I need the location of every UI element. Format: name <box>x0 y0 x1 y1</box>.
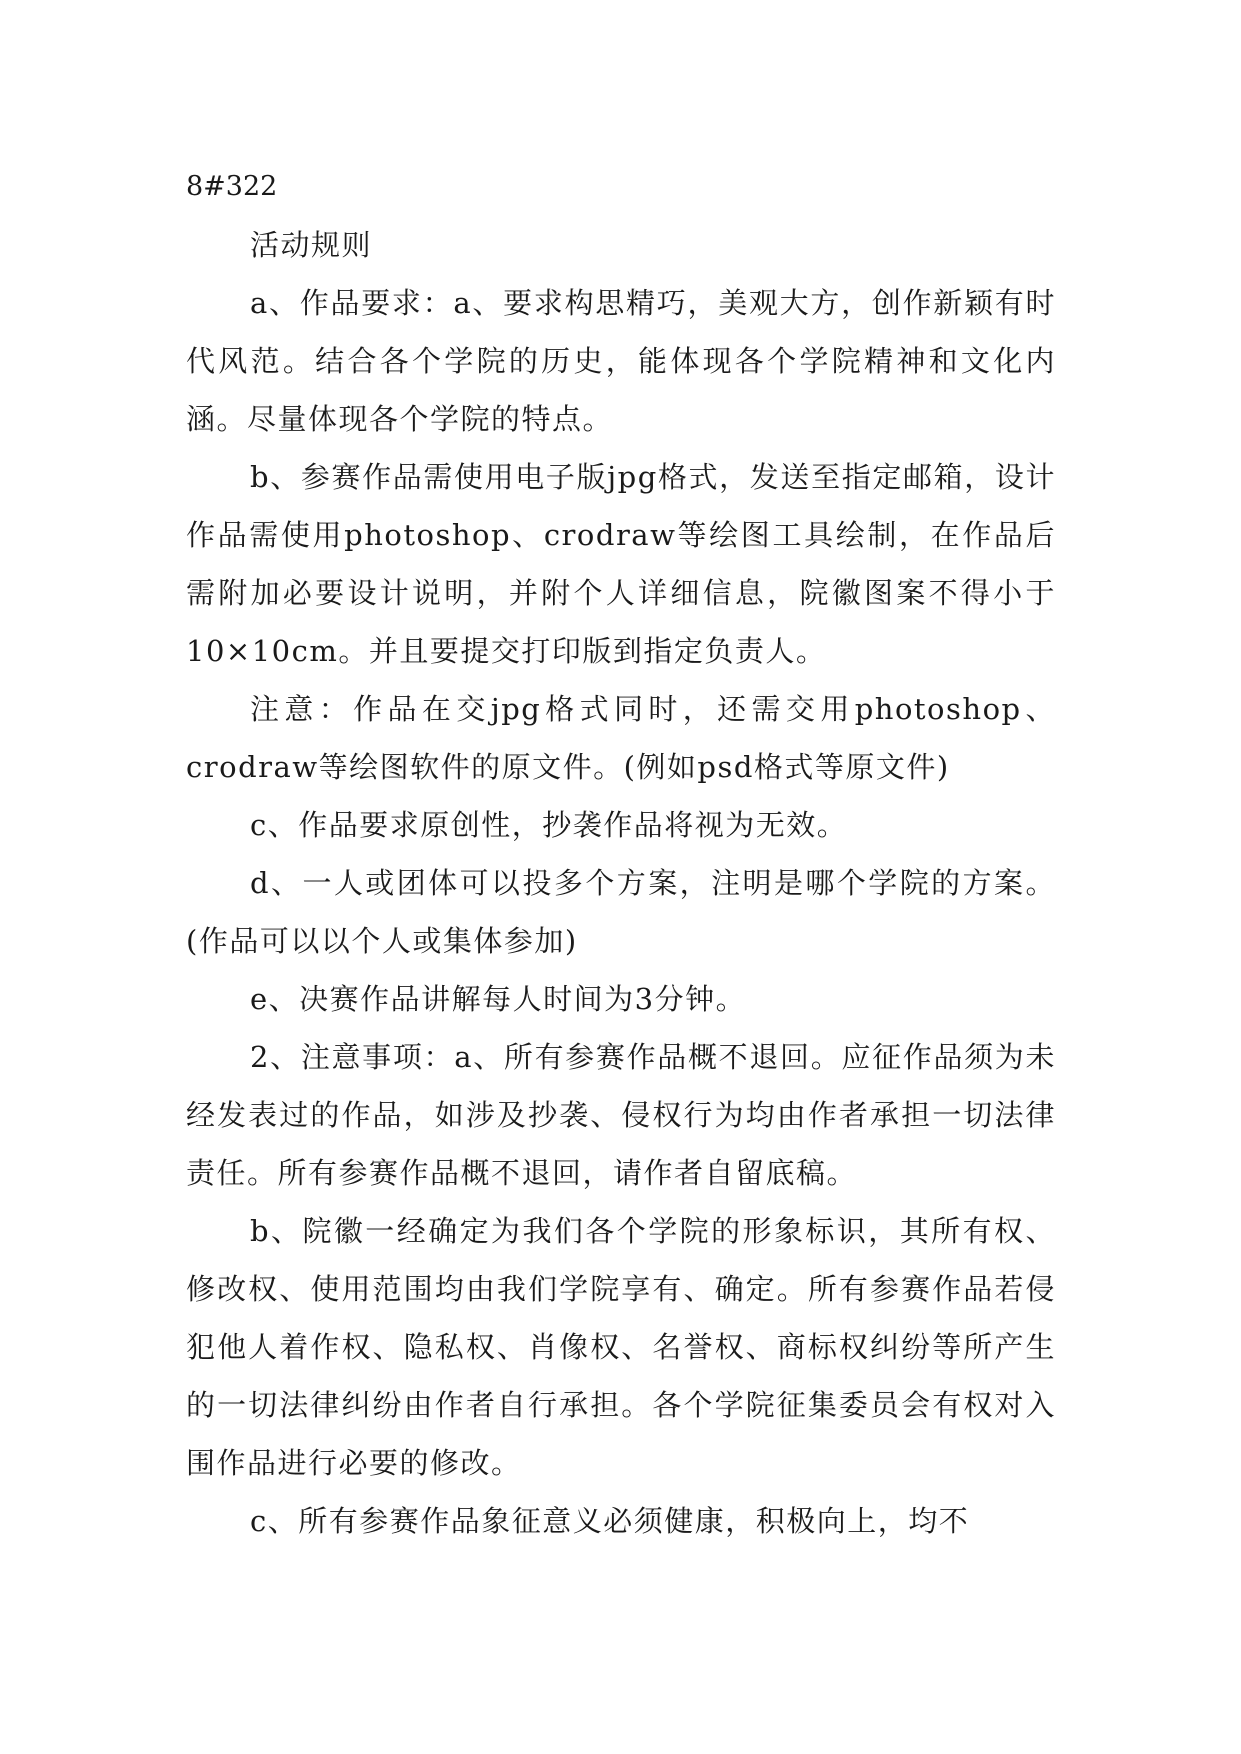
paragraph: d、一人或团体可以投多个方案，注明是哪个学院的方案。(作品可以以个人或集体参加) <box>186 866 1056 958</box>
paragraph: c、作品要求原创性，抄袭作品将视为无效。 <box>250 808 848 842</box>
paragraph: 2、注意事项：a、所有参赛作品概不退回。应征作品须为未经发表过的作品，如涉及抄袭、侵权行为均由作者承担一切法律责任。所有参赛作品概不退回，请作者自留底稿。 <box>186 1040 1056 1190</box>
paragraph: 注意：作品在交jpg格式同时，还需交用photoshop、crodraw等绘图软件的原文件。(例如psd格式等原文件) <box>186 692 1056 784</box>
section-title: 活动规则 <box>250 228 373 262</box>
paragraph: e、决赛作品讲解每人时间为3分钟。 <box>250 982 747 1016</box>
paragraph: c、所有参赛作品象征意义必须健康，积极向上，均不 <box>250 1504 970 1538</box>
paragraph: b、院徽一经确定为我们各个学院的形象标识，其所有权、修改权、使用范围均由我们学院享有、确定。所有参赛作品若侵犯他人着作权、隐私权、肖像权、名誉权、商标权纠纷等所产生的一切法律纠纷由作者自行承担。各个学院征集委员会有权对入围作品进行必要的修改。 <box>186 1214 1056 1480</box>
paragraph: a、作品要求：a、要求构思精巧，美观大方，创作新颖有时代风范。结合各个学院的历史，能体现各个学院精神和文化内涵。尽量体现各个学院的特点。 <box>186 286 1056 436</box>
paragraph: b、参赛作品需使用电子版jpg格式，发送至指定邮箱，设计作品需使用photoshop、crodraw等绘图工具绘制，在作品后需附加必要设计说明，并附个人详细信息，院徽图案不得小于10×10cm。并且要提交打印版到指定负责人。 <box>186 460 1056 668</box>
document-body <box>186 158 1056 1550</box>
document-header: 8#322 <box>186 171 278 202</box>
